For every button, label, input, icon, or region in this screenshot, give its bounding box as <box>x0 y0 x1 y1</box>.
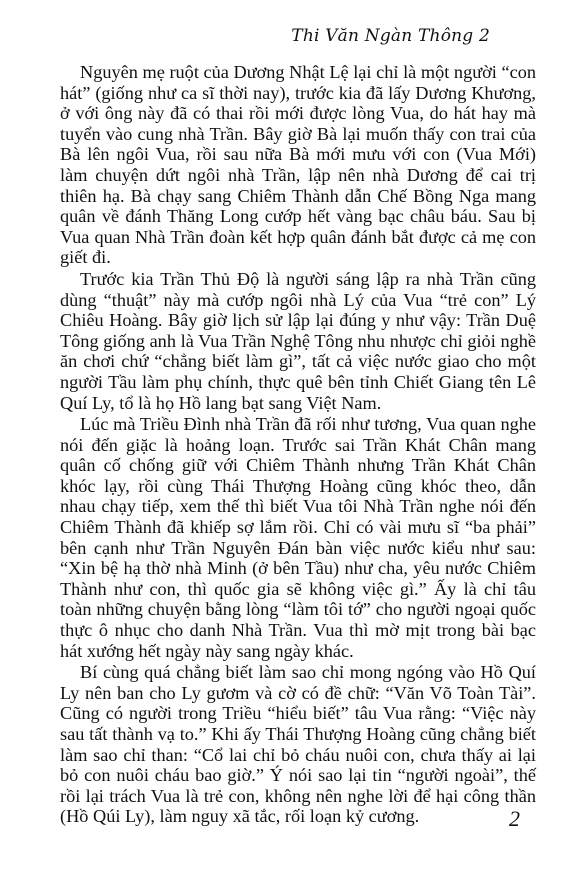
paragraph-1: Nguyên mẹ ruột của Dương Nhật Lệ lại chỉ là một người “con hát” (giống như ca sĩ thời nay), trước kia đã lấy Dương Khương, ở với ông này đã có thai rồi mới được lòng Vua, do hát hay mà tuyển vào cung nhà Trần. Bây giờ Bà lại muốn thấy con trai của Bà lên ngôi Vua, rồi sau nữa Bà mới mưu với con (Vua Mới) làm chuyện dứt ngôi nhà Trần, lập nên nhà Dương để cai trị thiên hạ. Bà chạy sang Chiêm Thành dẫn Chế Bồng Nga mang quân về đánh Thăng Long cướp hết vàng bạc châu báu. Sau bị Vua quan Nhà Trần đoàn kết hợp quân đánh bắt được cả mẹ con giết đi. <box>60 62 536 268</box>
paragraph-2: Trước kia Trần Thủ Độ là người sáng lập ra nhà Trần cũng dùng “thuật” này mà cướp ngôi nhà Lý của Vua “trẻ con” Lý Chiêu Hoàng. Bây giờ lịch sử lập lại đúng y như vậy: Trần Duệ Tông giống anh là Vua Trần Nghệ Tông nhu nhược chỉ giỏi nghề ăn chơi chứ “chẳng biết làm gì”, tất cả việc nước giao cho một người Tầu làm phụ chính, thực quê bên tỉnh Chiết Giang tên Lê Quí Ly, tổ là họ Hồ lang bạt sang Việt Nam. <box>60 268 536 413</box>
running-header: Thi Văn Ngàn Thông 2 <box>291 26 490 46</box>
body-text <box>60 62 536 828</box>
paragraph-4: Bí cùng quá chẳng biết làm sao chỉ mong ngóng vào Hồ Quí Ly nên ban cho Ly gươm và cờ có đề chữ: “Văn Võ Toàn Tài”. Cũng có người trong Triều “hiểu biết” tâu Vua rằng: “Việc này sau tất thành vạ to.” Khi ấy Thái Thượng Hoàng cũng chẳng biết làm sao chỉ than: “Cổ lai chỉ bỏ cháu nuôi con, chưa thấy ai lại bỏ con nuôi cháu bao giờ.” Ý nói sao lại tin “người ngoài”, thế rồi lại trách Vua là trẻ con, không nên nghe lời để hại công thần (Hồ Qúi Ly), làm nguy xã tắc, rối loạn kỷ cương. <box>60 662 536 827</box>
page-number: 2 <box>509 806 520 831</box>
paragraph-3: Lúc mà Triều Đình nhà Trần đã rối như tương, Vua quan nghe nói đến giặc là hoảng loạn. Trước sai Trần Khát Chân mang quân cố chống giữ với Chiêm Thành nhưng Trần Khát Chân khóc lạy, rồi cùng Thái Thượng Hoàng cũng khóc theo, dẫn nhau chạy tiếp, xem thế thì biết Vua tôi Nhà Trần nghe nói đến Chiêm Thành đã khiếp sợ lắm rồi. Chỉ có vài mưu sĩ “ba phải” bên cạnh như Trần Nguyên Đán bàn việc nước kiểu như sau: “Xin bệ hạ thờ nhà Minh (ở bên Tầu) như cha, yêu nước Chiêm Thành như con, thì quốc gia sẽ không việc gì.” Ấy là chỉ tâu toàn những chuyện bằng lòng “làm tôi tớ” cho người ngoại quốc thực ô nhục cho danh Nhà Trần. Vua thì mờ mịt trong bài bạc hát xướng hết ngày này sang ngày khác. <box>60 414 536 661</box>
